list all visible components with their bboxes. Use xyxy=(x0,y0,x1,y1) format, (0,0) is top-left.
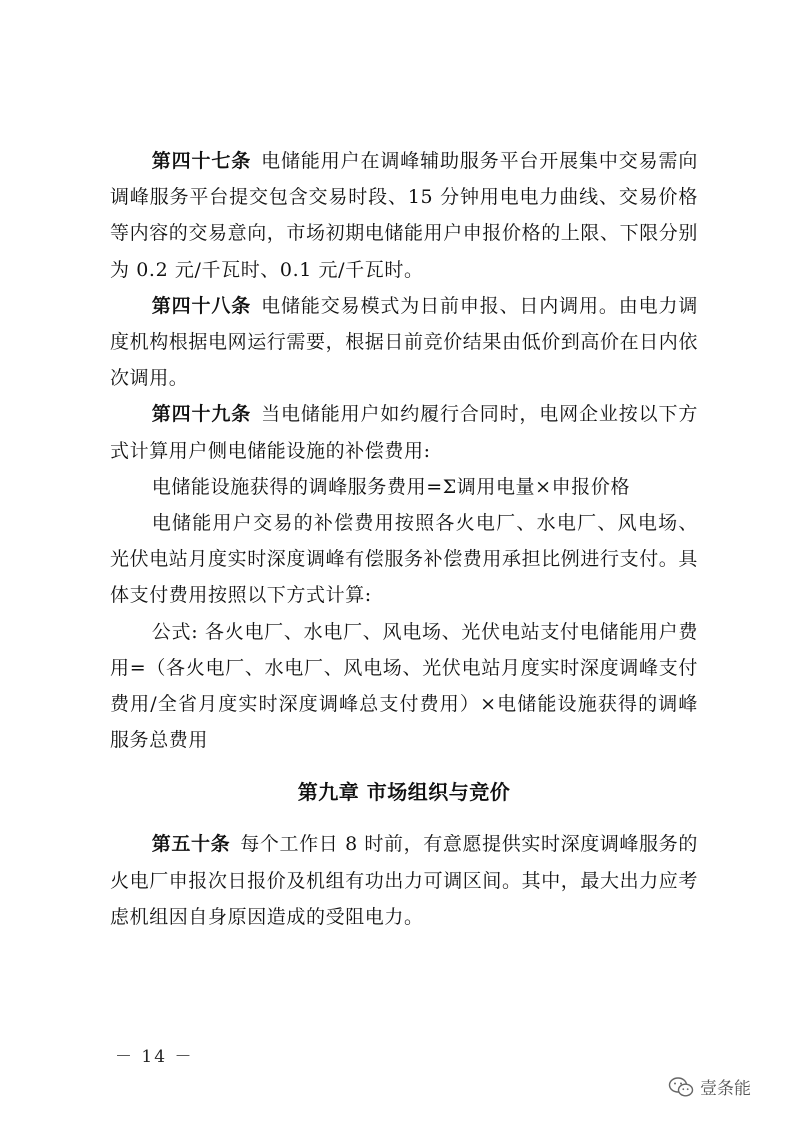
article-heading: 第四十七条 xyxy=(151,150,252,172)
formula-paragraph xyxy=(110,469,698,505)
page-number: － 14 － xyxy=(115,1047,194,1067)
payment-formula-paragraph xyxy=(110,614,698,759)
article-text: 当电储能用户如约履行合同时，电网企业按以下方式计算用户侧电储能设施的补偿费用: xyxy=(110,403,698,462)
watermark xyxy=(668,1074,751,1099)
article-text: 电储能用户在调峰辅助服务平台开展集中交易需向调峰服务平台提交包含交易时段、15 分钟用电电力曲线、交易价格等内容的交易意向，市场初期电储能用户申报价格的上限、下限分别为 0.2 元/千瓦时、0.1 元/千瓦时。 xyxy=(110,150,699,281)
article-text: 每个工作日 8 时前，有意愿提供实时深度调峰服务的火电厂申报次日报价及机组有功出力可调区间。其中，最大出力应考虑机组因自身原因造成的受阻电力。 xyxy=(110,833,699,928)
article-text: 电储能交易模式为日前申报、日内调用。由电力调度机构根据电网运行需要，根据日前竞价结果由低价到高价在日内依次调用。 xyxy=(110,294,699,390)
paragraph-text: 电储能用户交易的补偿费用按照各火电厂、水电厂、风电场、光伏电站月度实时深度调峰有偿服务补偿费用承担比例进行支付。具体支付费用按照以下方式计算: xyxy=(110,512,699,607)
chapter-title: 第九章 市场组织与竞价 xyxy=(297,780,511,805)
article-48 xyxy=(110,288,698,397)
article-49 xyxy=(110,396,698,468)
compensation-paragraph xyxy=(110,505,698,614)
article-heading: 第四十九条 xyxy=(151,403,252,426)
document-body xyxy=(110,143,698,935)
article-heading: 第五十条 xyxy=(151,833,231,856)
wechat-icon xyxy=(668,1076,694,1098)
paragraph-text: 电储能设施获得的调峰服务费用=Σ调用电量×申报价格 xyxy=(151,475,631,498)
paragraph-text: 公式: 各火电厂、水电厂、风电场、光伏电站支付电储能用户费用=（各火电厂、水电厂、风电场、光伏电站月度实时深度调峰支付费用/全省月度实时深度调峰总支付费用）×电储能设施获得的调峰服务总费用 xyxy=(110,620,698,752)
article-47 xyxy=(110,143,698,288)
watermark-text: 壹条能 xyxy=(700,1079,751,1099)
article-50 xyxy=(110,826,698,935)
article-heading: 第四十八条 xyxy=(151,294,252,317)
